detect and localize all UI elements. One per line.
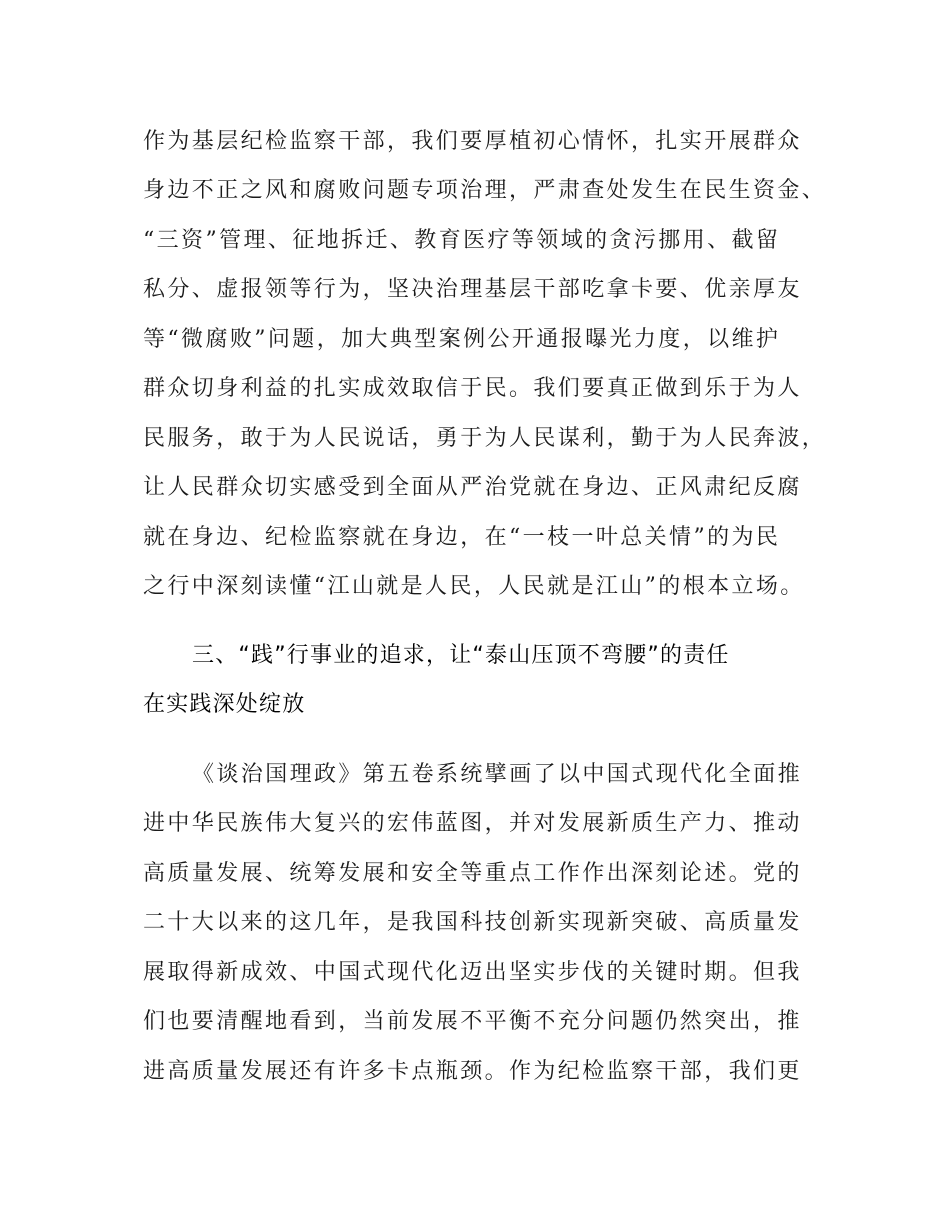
paragraph-line: 进中华民族伟大复兴的宏伟蓝图，并对发展新质生产力、推动 [143,811,802,836]
paragraph-line: 们也要清醒地看到，当前发展不平衡不充分问题仍然突出，推 [143,1009,802,1034]
paragraph-line: 私分、虚报领等行为，坚决治理基层干部吃拿卡要、优亲厚友 [143,277,802,302]
paragraph-line: 让人民群众切实感受到全面从严治党就在身边、正风肃纪反腐 [143,475,802,500]
paragraph-line: 就在身边、纪检监察就在身边，在“一枝一叶总关情”的为民 [143,525,781,550]
paragraph-line: 《谈治国理政》第五卷系统擘画了以中国式现代化全面推 [192,762,803,787]
paragraph-line: 作为基层纪检监察干部，我们要厚植初心情怀，扎实开展群众 [143,129,802,154]
heading-line: 三、“践”行事业的追求，让“泰山压顶不弯腰”的责任 [192,643,730,668]
paragraph-line: 进高质量发展还有许多卡点瓶颈。作为纪检监察干部，我们更 [143,1059,802,1084]
paragraph-line: 民服务，敢于为人民说话，勇于为人民谋利，勤于为人民奔波， [143,426,827,451]
paragraph-line: 展取得新成效、中国式现代化迈出坚实步伐的关键时期。但我 [143,960,802,985]
paragraph-line: “三资”管理、征地拆迁、教育医疗等领域的贪污挪用、截留 [143,228,781,253]
paragraph-line: 等“微腐败”问题，加大典型案例公开通报曝光力度，以维护 [143,327,781,352]
paragraph-line: 之行中深刻读懂“江山就是人民，人民就是江山”的根本立场。 [143,574,805,599]
paragraph-line: 群众切身利益的扎实成效取信于民。我们要真正做到乐于为人 [143,376,802,401]
heading-line: 在实践深处绽放 [143,692,306,717]
paragraph-line: 身边不正之风和腐败问题专项治理，严肃查处发生在民生资金、 [143,178,827,203]
paragraph-line: 高质量发展、统筹发展和安全等重点工作作出深刻论述。党的 [143,861,802,886]
paragraph-line: 二十大以来的这几年，是我国科技创新实现新突破、高质量发 [143,910,802,935]
